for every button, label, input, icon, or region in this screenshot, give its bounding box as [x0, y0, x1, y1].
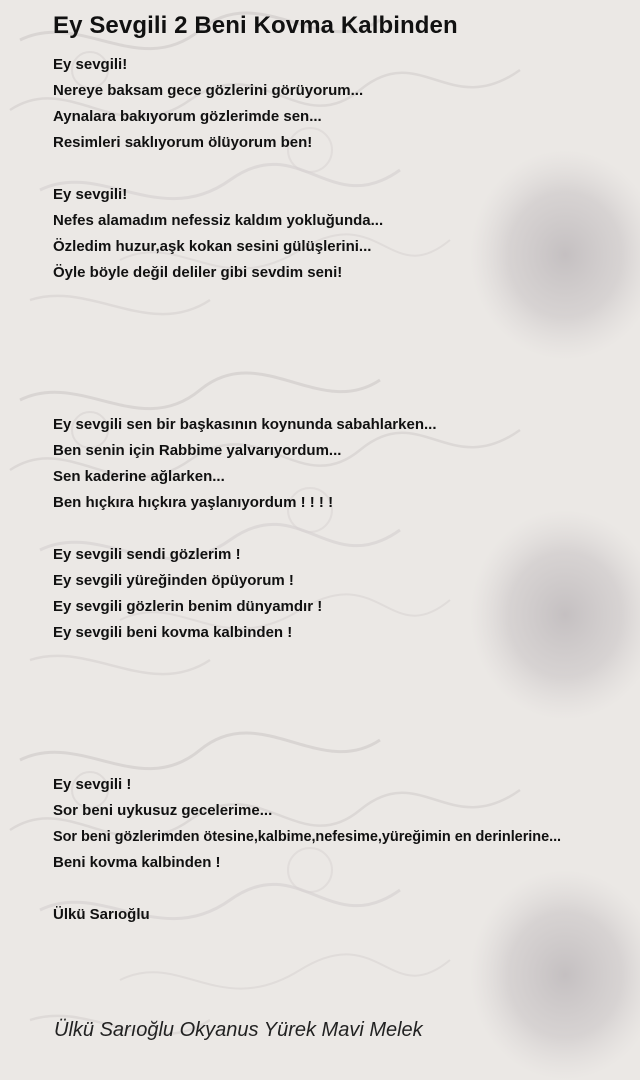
poem-line: Özledim huzur,aşk kokan sesini gülüşlerini... — [53, 238, 372, 255]
poem-line: Beni kovma kalbinden ! — [53, 854, 221, 871]
poem-line: Ben senin için Rabbime yalvarıyordum... — [53, 442, 342, 459]
footer-attribution: Ülkü Sarıoğlu Okyanus Yürek Mavi Melek — [54, 1019, 423, 1041]
poem-title: Ey Sevgili 2 Beni Kovma Kalbinden — [53, 12, 458, 39]
poem-line: Sor beni gözlerimden ötesine,kalbime,nefesime,yüreğimin en derinlerine... — [53, 829, 562, 845]
poem-line: Nefes alamadım nefessiz kaldım yokluğunda... — [53, 212, 384, 229]
poem-line: Ey sevgili ! — [53, 776, 132, 793]
poem-line: Ey sevgili sendi gözlerim ! — [53, 546, 241, 563]
poem-line: Öyle böyle değil deliler gibi sevdim seni! — [53, 264, 343, 281]
poem-line: Resimleri saklıyorum ölüyorum ben! — [53, 134, 313, 151]
poem-line: Ey sevgili beni kovma kalbinden ! — [53, 624, 293, 641]
poem-line: Ey sevgili! — [53, 56, 128, 73]
poem-line: Ey sevgili sen bir başkasının koynunda sabahlarken... — [53, 416, 437, 433]
poem-line: Sor beni uykusuz gecelerime... — [53, 802, 273, 819]
poem-line: Nereye baksam gece gözlerini görüyorum... — [53, 82, 364, 99]
poem-line: Sen kaderine ağlarken... — [53, 468, 225, 485]
poem-line: Ey sevgili gözlerin benim dünyamdır ! — [53, 598, 323, 615]
poem-line: Aynalara bakıyorum gözlerimde sen... — [53, 108, 322, 125]
poem-line: Ben hıçkıra hıçkıra yaşlanıyordum ! ! ! ! — [53, 494, 334, 511]
poem-line: Ey sevgili! — [53, 186, 128, 203]
poem-line: Ey sevgili yüreğinden öpüyorum ! — [53, 572, 294, 589]
poem-author: Ülkü Sarıoğlu — [53, 906, 150, 923]
